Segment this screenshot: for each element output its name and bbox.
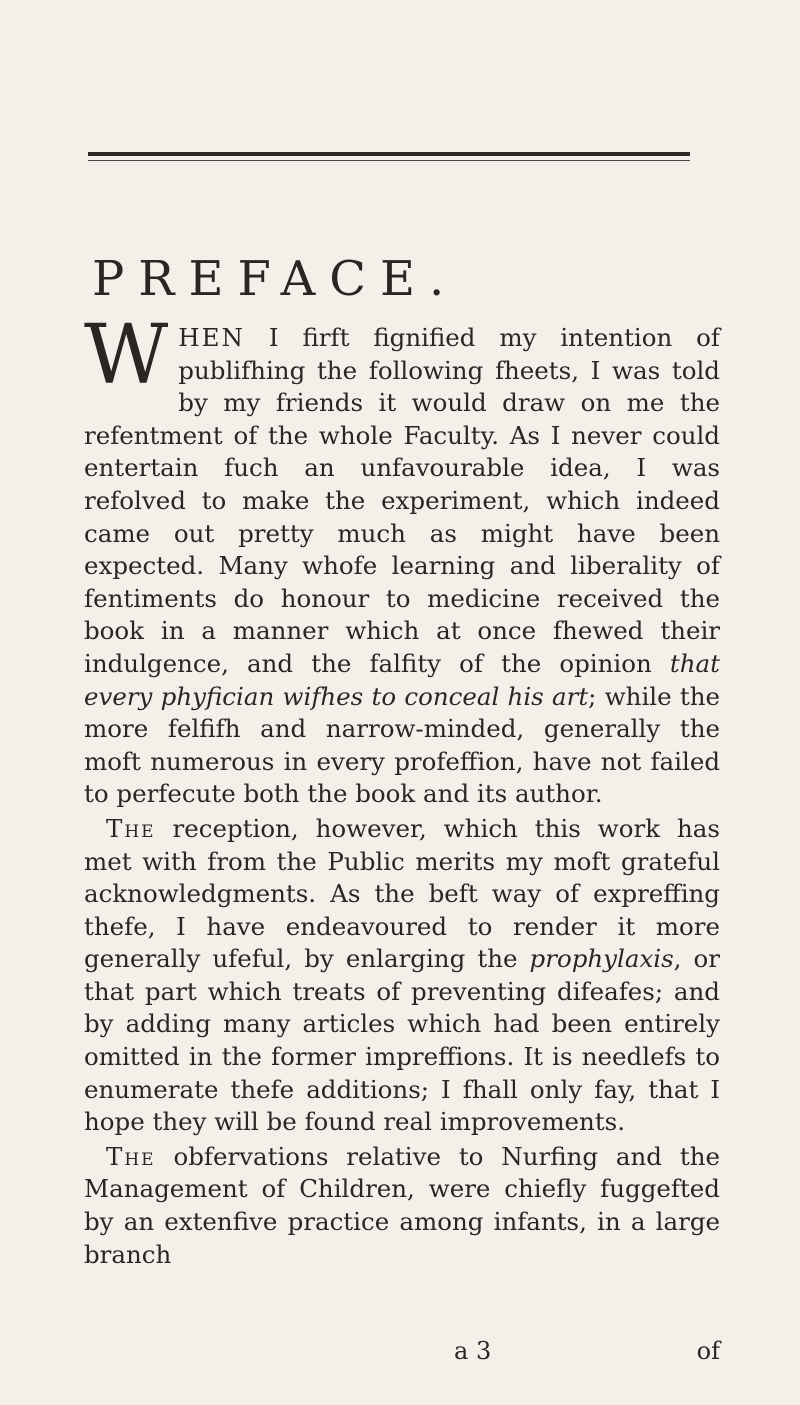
page-footer	[84, 1335, 720, 1367]
paragraph-1-text-b: ; while the more felfifh and narrow-minded, generally the moft numerous in every profeffion, have not failed to perfecute both the book and its author.	[84, 681, 721, 809]
paragraph-2-text-b: , or that part which treats of preventing difeafes; and by adding many articles which had been entirely omitted in the former impreffions. It is needlefs to enumerate thefe additions; I fhall only fay, that I hope they will be found real improvements.	[84, 944, 720, 1137]
paragraph-2-text-a: reception, however, which this work has met with from the Public merits my moft grateful acknowledgments. As the beft way of expreffing thefe, I have endeavoured to render it more generally ufeful, by enlarging the	[84, 813, 720, 974]
header-rule-thick	[88, 152, 690, 156]
paragraph-2	[84, 813, 720, 1139]
signature-mark: a 3	[454, 1337, 492, 1365]
paragraph-2-italic: prophylaxis	[529, 944, 674, 974]
paragraph-2-lead: The	[106, 813, 156, 843]
paragraph-3-text-a: obfervations relative to Nurfing and the Management of Children, were chiefly fuggefted by an extenfive practice among infants, in a large branch	[84, 1141, 720, 1269]
preface-body	[84, 308, 721, 1271]
page-title: PREFACE.	[92, 251, 459, 307]
header-rule-thin	[88, 160, 690, 161]
paragraph-1	[84, 308, 721, 811]
opening-word: HEN	[178, 323, 245, 352]
paragraph-3-lead: The	[106, 1141, 156, 1171]
paragraph-1-italic: that every phyfician wifhes to conceal his art	[84, 648, 720, 711]
paragraph-1-text-a: I firft fignified my intention of publifhing the following fheets, I was told by my friends it would draw on me the refentment of the whole Faculty. As I never could entertain fuch an unfavourable idea, I was refolved to make the experiment, which indeed came out pretty much as might have been expected. Many whofe learning and liberality of fentiments do honour to medicine received the book in a manner which at once fhewed their indulgence, and the falfity of the opinion	[84, 323, 720, 678]
paragraph-3	[84, 1141, 720, 1271]
catchword: of	[696, 1337, 720, 1365]
drop-cap: W	[84, 308, 169, 403]
